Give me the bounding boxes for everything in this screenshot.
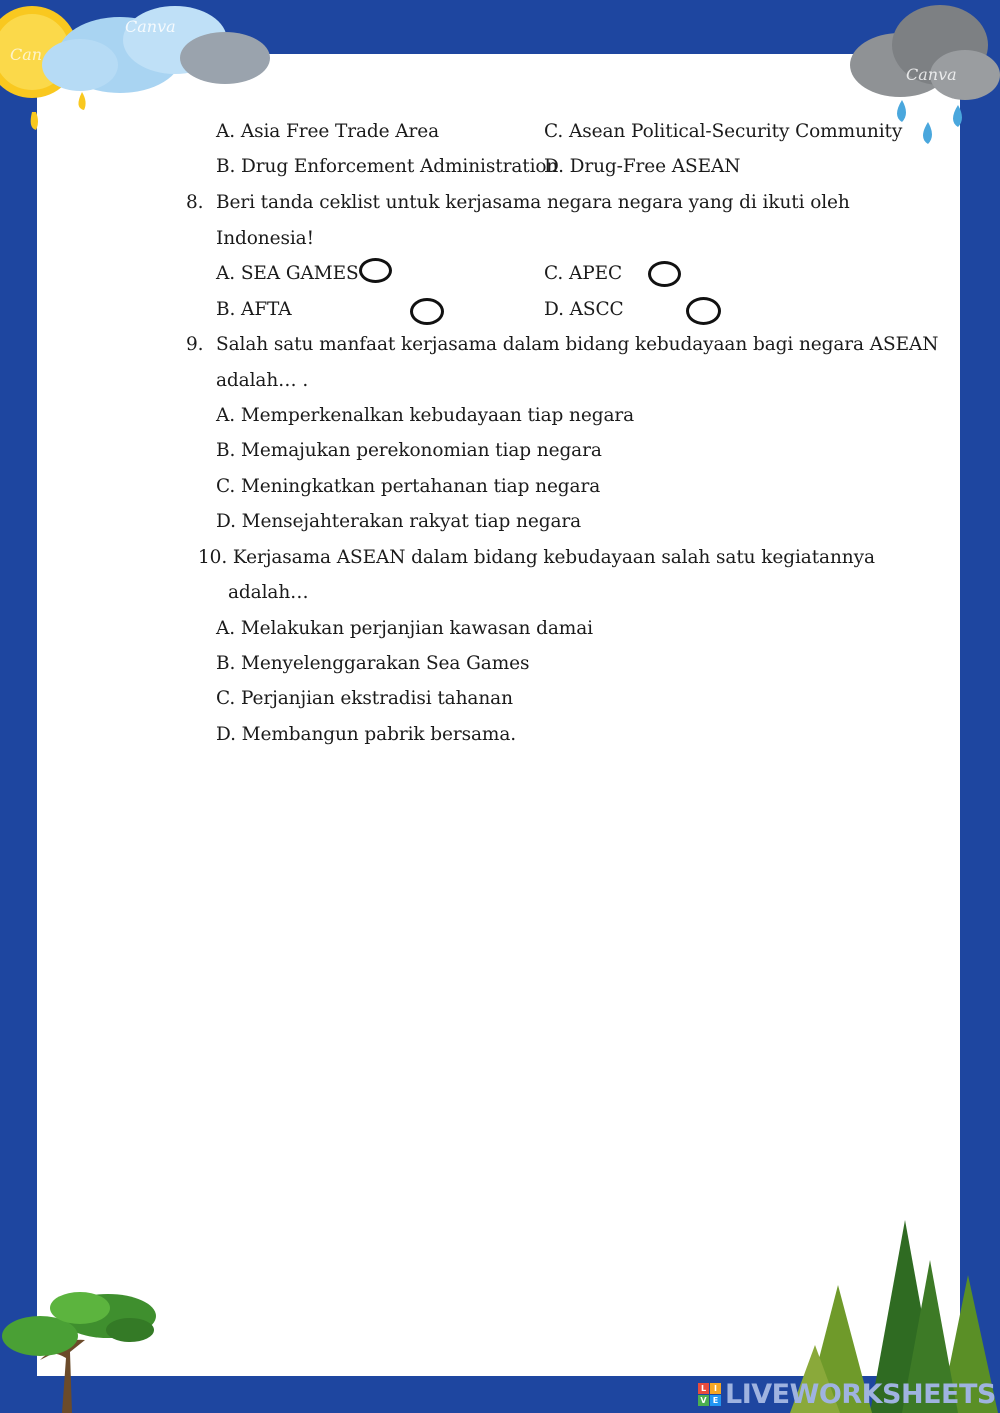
q9-question-line2: adalah… . <box>216 370 309 391</box>
canva-watermark-partial: Can <box>10 45 43 64</box>
q10-question-line2: adalah… <box>228 582 309 603</box>
q7-option-c: C. Asean Political-Security Community <box>544 121 903 142</box>
q10-option-a: A. Melakukan perjanjian kawasan damai <box>216 618 593 639</box>
liveworksheets-wordmark: LIVEWORKSHEETS <box>725 1378 996 1410</box>
q9-option-d: D. Mensejahterakan rakyat tiap negara <box>216 511 582 532</box>
q7-option-a: A. Asia Free Trade Area <box>216 121 440 142</box>
tree-icon <box>0 1288 165 1413</box>
q8-option-c: C. APEC <box>544 263 623 284</box>
worksheet-page <box>37 54 960 1376</box>
q8-question-line2: Indonesia! <box>216 228 314 249</box>
q8-number: 8. <box>186 192 204 213</box>
canva-watermark-left: Canva <box>125 17 176 36</box>
q8-option-d: D. ASCC <box>544 299 624 320</box>
sun-cloud-icon <box>0 0 290 140</box>
q10-option-d: D. Membangun pabrik bersama. <box>216 724 517 745</box>
q7-option-d: D. Drug-Free ASEAN <box>544 156 741 177</box>
q9-question-line1: Salah satu manfaat kerjasama dalam bidang kebudayaan bagi negara ASEAN <box>216 334 939 355</box>
liveworksheets-logo-icon: L I V E <box>698 1383 721 1406</box>
q9-number: 9. <box>186 334 204 355</box>
canva-watermark-right: Canva <box>906 65 957 84</box>
liveworksheets-brand <box>698 1376 996 1412</box>
q8-checkbox-a[interactable] <box>359 258 392 283</box>
q9-option-a: A. Memperkenalkan kebudayaan tiap negara <box>216 405 635 426</box>
q8-checkbox-d[interactable] <box>686 297 721 325</box>
q10-question-line1: 10. Kerjasama ASEAN dalam bidang kebudayaan salah satu kegiatannya <box>198 547 875 568</box>
q10-option-b: B. Menyelenggarakan Sea Games <box>216 653 530 674</box>
q9-option-c: C. Meningkatkan pertahanan tiap negara <box>216 476 601 497</box>
q8-option-a: A. SEA GAMES <box>216 263 359 284</box>
q8-option-b: B. AFTA <box>216 299 292 320</box>
q9-option-b: B. Memajukan perekonomian tiap negara <box>216 440 602 461</box>
q8-checkbox-c[interactable] <box>648 261 681 287</box>
rain-cloud-icon <box>840 0 1000 170</box>
q10-option-c: C. Perjanjian ekstradisi tahanan <box>216 688 513 709</box>
q8-question-line1: Beri tanda ceklist untuk kerjasama negara negara yang di ikuti oleh <box>216 192 850 213</box>
q7-option-b: B. Drug Enforcement Administration <box>216 156 559 177</box>
q8-checkbox-b[interactable] <box>410 298 444 325</box>
